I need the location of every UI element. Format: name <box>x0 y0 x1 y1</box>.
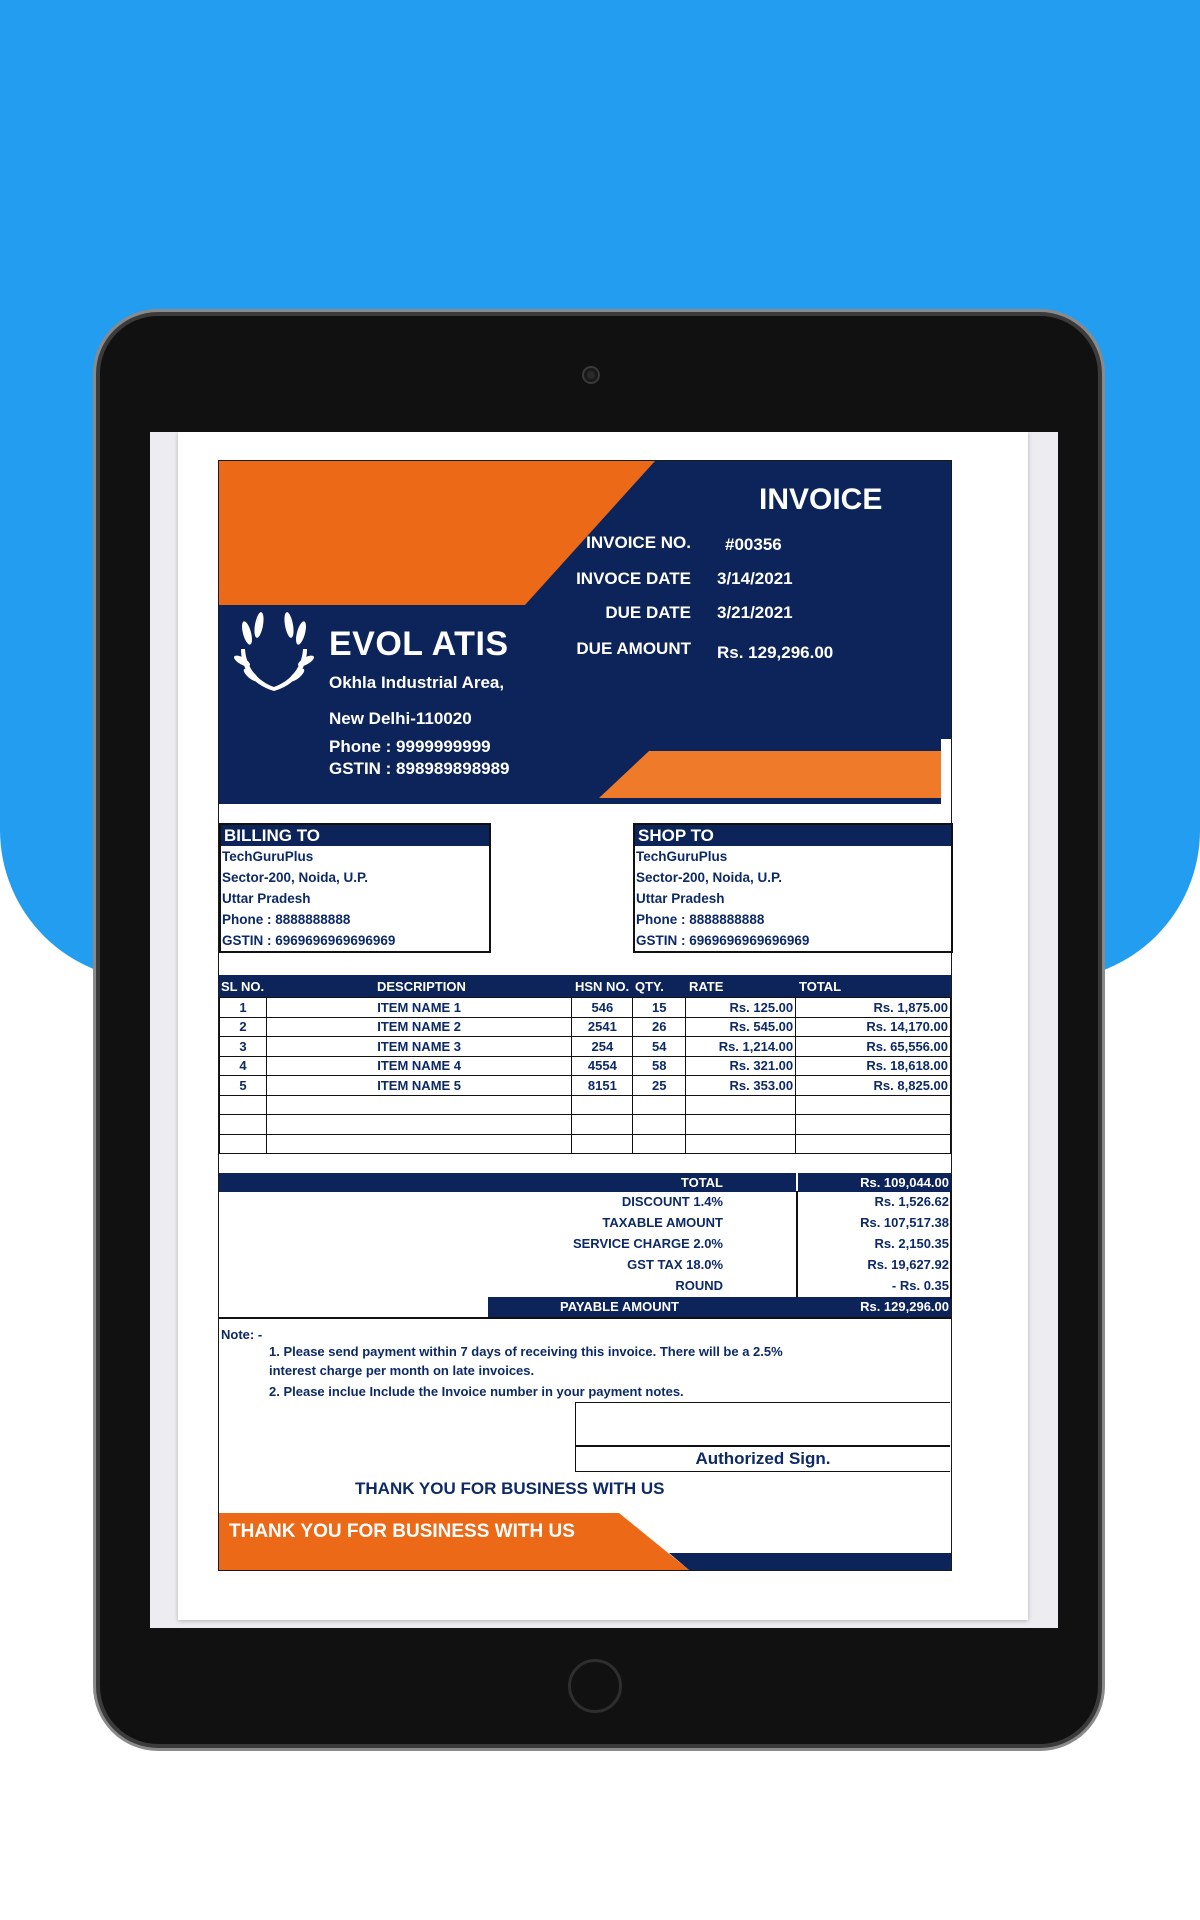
total-value: Rs. 109,044.00 <box>860 1175 949 1190</box>
cell-hsn: 546 <box>572 998 633 1018</box>
cell-total: Rs. 8,825.00 <box>796 1076 951 1096</box>
cell-sl-no: 1 <box>220 998 267 1018</box>
invoice <box>218 460 952 1571</box>
cell-qty: 25 <box>633 1076 686 1096</box>
company-name: EVOL ATIS <box>329 625 509 663</box>
note-1b: interest charge per month on late invoices. <box>269 1363 535 1378</box>
ship-to-heading: SHOP TO <box>635 825 951 846</box>
footer-thanks: THANK YOU FOR BUSINESS WITH US <box>229 1521 575 1542</box>
invoice-date-label: INVOCE DATE <box>576 569 691 588</box>
total-row <box>219 1173 951 1192</box>
laurel-wreath-icon <box>233 611 315 695</box>
due-amount-value: Rs. 129,296.00 <box>717 643 834 662</box>
invoice-title: INVOICE <box>759 483 883 516</box>
round-label: ROUND <box>675 1278 723 1293</box>
cell-hsn <box>572 1095 633 1115</box>
total-label: TOTAL <box>680 1175 723 1190</box>
round-row <box>219 1275 951 1296</box>
cell-total: Rs. 14,170.00 <box>796 1017 951 1037</box>
billing-to-box <box>219 823 491 953</box>
cell-description: ITEM NAME 1 <box>266 998 571 1018</box>
cell-rate: Rs. 353.00 <box>686 1076 796 1096</box>
shipping-line: Uttar Pradesh <box>636 891 725 906</box>
service-charge-label: SERVICE CHARGE 2.0% <box>572 1236 723 1251</box>
cell-hsn: 2541 <box>572 1017 633 1037</box>
cell-sl-no: 4 <box>220 1056 267 1076</box>
cell-rate <box>686 1134 796 1154</box>
gst-value: Rs. 19,627.92 <box>867 1257 949 1272</box>
shipping-line: TechGuruPlus <box>636 849 728 864</box>
cell-sl-no <box>220 1095 267 1115</box>
company-phone: Phone : 9999999999 <box>329 737 491 756</box>
cell-total: Rs. 1,875.00 <box>796 998 951 1018</box>
payable-row <box>488 1297 951 1317</box>
col-description: DESCRIPTION <box>377 979 466 994</box>
col-rate: RATE <box>689 979 724 994</box>
cell-total: Rs. 18,618.00 <box>796 1056 951 1076</box>
billing-line: GSTIN : 6969696969696969 <box>222 933 396 948</box>
thanks-message: THANK YOU FOR BUSINESS WITH US <box>355 1479 665 1498</box>
round-value: - Rs. 0.35 <box>891 1278 949 1293</box>
notes-heading: Note: - <box>221 1327 263 1342</box>
cell-rate: Rs. 1,214.00 <box>686 1037 796 1057</box>
cell-qty: 15 <box>633 998 686 1018</box>
cell-qty: 54 <box>633 1037 686 1057</box>
cell-description <box>266 1134 571 1154</box>
billing-line: Sector-200, Noida, U.P. <box>222 870 369 885</box>
tablet-device <box>100 316 1098 1744</box>
payable-label: PAYABLE AMOUNT <box>560 1299 679 1314</box>
col-qty: QTY. <box>635 979 664 994</box>
home-button-icon[interactable] <box>568 1659 622 1713</box>
cell-total <box>796 1115 951 1135</box>
col-sl-no: SL NO. <box>221 979 265 994</box>
totals-section <box>219 1173 951 1323</box>
taxable-value: Rs. 107,517.38 <box>860 1215 949 1230</box>
service-charge-value: Rs. 2,150.35 <box>874 1236 949 1251</box>
gst-label: GST TAX 18.0% <box>627 1257 723 1272</box>
cell-hsn <box>572 1115 633 1135</box>
cell-sl-no <box>220 1134 267 1154</box>
table-row <box>220 1115 951 1135</box>
cell-total <box>796 1134 951 1154</box>
cell-rate: Rs. 321.00 <box>686 1056 796 1076</box>
cell-qty: 26 <box>633 1017 686 1037</box>
cell-hsn: 4554 <box>572 1056 633 1076</box>
cell-sl-no: 3 <box>220 1037 267 1057</box>
company-address-2: New Delhi-110020 <box>329 709 472 728</box>
service-charge-row <box>219 1233 951 1254</box>
items-table <box>219 997 951 1154</box>
discount-value: Rs. 1,526.62 <box>874 1194 949 1209</box>
ship-to-box <box>633 823 953 953</box>
table-row <box>220 1056 951 1076</box>
due-amount-label: DUE AMOUNT <box>576 639 691 658</box>
cell-qty: 58 <box>633 1056 686 1076</box>
cell-qty <box>633 1115 686 1135</box>
table-row <box>220 1017 951 1037</box>
invoice-date-value: 3/14/2021 <box>717 569 793 588</box>
cell-total: Rs. 65,556.00 <box>796 1037 951 1057</box>
due-date-label: DUE DATE <box>605 603 691 622</box>
taxable-row <box>219 1212 951 1233</box>
authorized-sign-label: Authorized Sign. <box>695 1449 831 1468</box>
invoice-no-value: #00356 <box>725 535 782 554</box>
cell-description: ITEM NAME 3 <box>266 1037 571 1057</box>
shipping-line: Sector-200, Noida, U.P. <box>636 870 783 885</box>
cell-description: ITEM NAME 4 <box>266 1056 571 1076</box>
cell-total <box>796 1095 951 1115</box>
company-gstin: GSTIN : 898989898989 <box>329 759 510 778</box>
due-date-value: 3/21/2021 <box>717 603 793 622</box>
cell-description <box>266 1095 571 1115</box>
cell-hsn: 8151 <box>572 1076 633 1096</box>
billing-to-heading: BILLING TO <box>221 825 489 846</box>
note-1a: 1. Please send payment within 7 days of receiving this invoice. There will be a 2.5% <box>269 1344 783 1359</box>
cell-rate: Rs. 125.00 <box>686 998 796 1018</box>
cell-sl-no <box>220 1115 267 1135</box>
cell-description <box>266 1115 571 1135</box>
document-page <box>178 432 1028 1620</box>
invoice-no-label: INVOICE NO. <box>586 533 691 552</box>
discount-label: DISCOUNT 1.4% <box>621 1194 723 1209</box>
shipping-line: GSTIN : 6969696969696969 <box>636 933 810 948</box>
cell-qty <box>633 1095 686 1115</box>
discount-row <box>219 1191 951 1212</box>
payable-value: Rs. 129,296.00 <box>860 1299 949 1314</box>
table-row <box>220 1134 951 1154</box>
table-row <box>220 1037 951 1057</box>
gst-row <box>219 1254 951 1275</box>
billing-line: Phone : 8888888888 <box>222 912 351 927</box>
cell-rate <box>686 1095 796 1115</box>
cell-rate <box>686 1115 796 1135</box>
table-row <box>220 1076 951 1096</box>
cell-hsn: 254 <box>572 1037 633 1057</box>
cell-sl-no: 5 <box>220 1076 267 1096</box>
invoice-header <box>219 461 951 804</box>
billing-line: TechGuruPlus <box>222 849 314 864</box>
cell-rate: Rs. 545.00 <box>686 1017 796 1037</box>
camera-icon <box>584 368 598 382</box>
shipping-line: Phone : 8888888888 <box>636 912 765 927</box>
col-hsn: HSN NO. <box>575 979 630 994</box>
tablet-screen <box>150 432 1058 1628</box>
notes-section <box>221 1327 941 1401</box>
col-total: TOTAL <box>799 979 842 994</box>
cell-sl-no: 2 <box>220 1017 267 1037</box>
items-table-header <box>219 975 951 997</box>
company-address-1: Okhla Industrial Area, <box>329 673 505 692</box>
cell-hsn <box>572 1134 633 1154</box>
note-2: 2. Please inclue Include the Invoice number in your payment notes. <box>269 1384 684 1399</box>
signature-box <box>575 1402 950 1472</box>
table-row <box>220 998 951 1018</box>
taxable-label: TAXABLE AMOUNT <box>602 1215 723 1230</box>
billing-line: Uttar Pradesh <box>222 891 311 906</box>
table-row <box>220 1095 951 1115</box>
cell-description: ITEM NAME 5 <box>266 1076 571 1096</box>
cell-qty <box>633 1134 686 1154</box>
cell-description: ITEM NAME 2 <box>266 1017 571 1037</box>
